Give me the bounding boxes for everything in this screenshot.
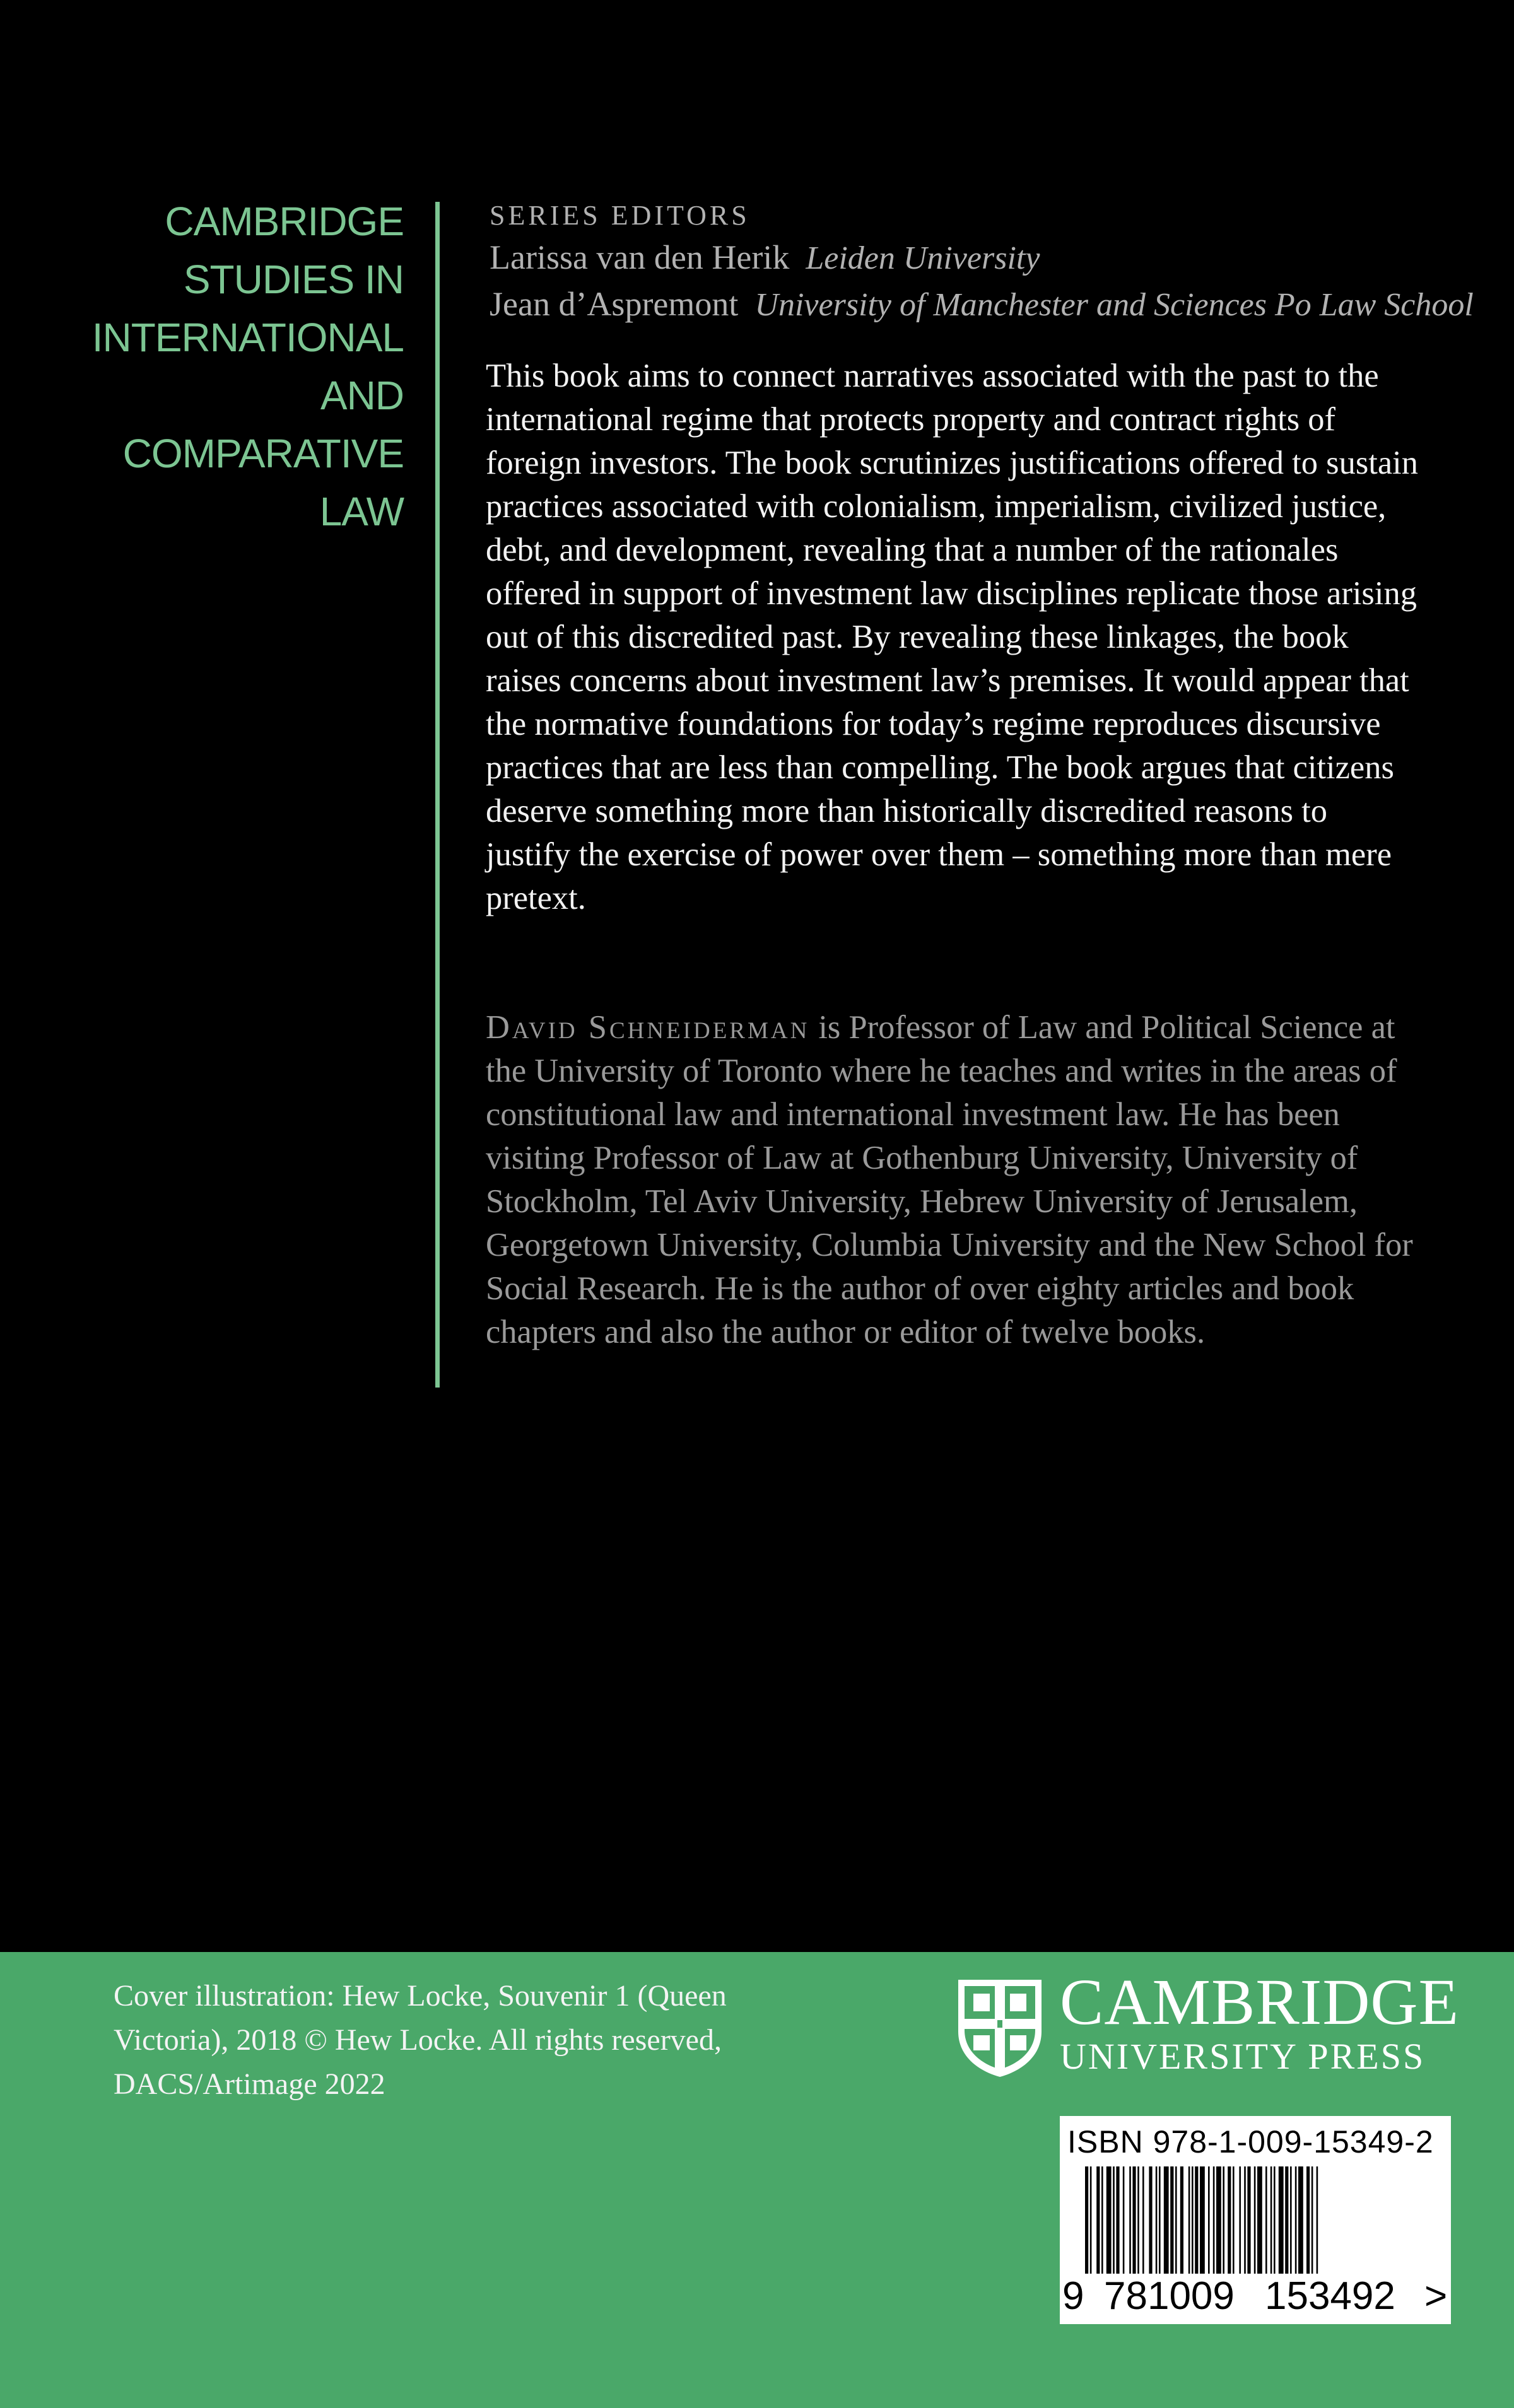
- editor-name: Jean d’Aspremont: [490, 285, 739, 323]
- barcode-bar: [1317, 2166, 1318, 2274]
- barcode-bar: [1180, 2166, 1183, 2274]
- barcode-bar: [1290, 2166, 1292, 2274]
- barcode-bar: [1192, 2166, 1194, 2274]
- barcode-bar: [1170, 2166, 1173, 2274]
- cover-credit-line: Victoria), 2018 © Hew Locke. All rights reserved,: [114, 2023, 722, 2057]
- barcode-bar: [1164, 2166, 1169, 2274]
- barcode-bar: [1175, 2166, 1177, 2274]
- barcode-bar: [1265, 2166, 1267, 2274]
- book-description: [486, 354, 1419, 920]
- author-bio-paragraph: [486, 1006, 1419, 1354]
- barcode-digit-group-right: 153492: [1265, 2274, 1395, 2318]
- barcode-bar: [1195, 2166, 1198, 2274]
- editor-affiliation: Leiden University: [806, 240, 1040, 276]
- barcode-bar: [1096, 2166, 1100, 2274]
- barcode-bar: [1298, 2166, 1303, 2274]
- barcode-bar: [1312, 2166, 1313, 2274]
- barcode-bar: [1257, 2166, 1262, 2274]
- barcode-digit-end: >: [1424, 2274, 1448, 2318]
- university-crest-shield-icon: [956, 1977, 1044, 2078]
- cover-credit: [114, 1974, 807, 2107]
- editor-name: Larissa van den Herik: [490, 238, 790, 276]
- series-title-line: COMPARATIVE: [122, 431, 404, 476]
- publisher-name-line1: CAMBRIDGE: [1060, 1966, 1460, 2038]
- barcode-bars: [1085, 2166, 1426, 2274]
- barcode-bar: [1142, 2166, 1144, 2274]
- barcode-bar: [1123, 2166, 1125, 2274]
- isbn-barcode: [1060, 2116, 1451, 2324]
- barcode-bar: [1156, 2166, 1158, 2274]
- series-editors-label: SERIES EDITORS: [490, 200, 750, 231]
- series-title-line: INTERNATIONAL: [91, 315, 404, 360]
- publisher-name: [1060, 1968, 1459, 2076]
- barcode-bar: [1200, 2166, 1205, 2274]
- isbn-label: ISBN 978-1-009-15349-2: [1067, 2124, 1434, 2160]
- publisher-name-line2: UNIVERSITY PRESS: [1060, 2036, 1426, 2077]
- author-bio: [486, 1006, 1419, 1354]
- barcode-bar: [1239, 2166, 1241, 2274]
- series-title-line: AND: [320, 373, 404, 418]
- vertical-divider: [435, 202, 440, 1388]
- author-bio-text: is Professor of Law and Political Science at the University of Toronto where he teaches and writes in the areas of constitutional law and international investment law. He has been visiting Professor of Law at Gothenburg University, University of Stockholm, Tel Aviv University, Hebrew University of Jerusalem, Georgetown University, Columbia University and the New School for Social Research. He is the author of over eighty articles and book chapters and also the author or editor of twelve books.: [486, 1009, 1413, 1350]
- barcode-bar: [1129, 2166, 1131, 2274]
- cover-credit-line: Cover illustration: Hew Locke, Souvenir 1 (Queen: [114, 1979, 727, 2013]
- barcode-bar: [1116, 2166, 1119, 2274]
- series-title-line: STUDIES IN: [183, 257, 404, 302]
- barcode-digit-group-left: 781009: [1104, 2274, 1235, 2318]
- barcode-bar: [1216, 2166, 1221, 2274]
- editor-affiliation: University of Manchester and Sciences Po Law School: [754, 287, 1474, 323]
- series-title: [63, 192, 404, 541]
- book-description-text: This book aims to connect narratives associated with the past to the international regime that protects property and contract rights of foreign investors. The book scrutinizes justifications offered to sustain practices associated with colonialism, imperialism, civilized justice, debt, and development, revealing that a number of the rationales offered in support of investment law disciplines replicate those arising out of this discredited past. By revealing these linkages, the book raises concerns about investment law’s premises. It would appear that the normative foundations for today’s regime reproduces discursive practices that are less than compelling. The book argues that citizens deserve something more than historically discredited reasons to justify the exercise of power over them – something more than mere pretext.: [486, 358, 1418, 916]
- series-editors: [490, 197, 1474, 328]
- editor-row: [490, 281, 1474, 328]
- barcode-bar: [1113, 2166, 1115, 2274]
- barcode-digit-lead: 9: [1062, 2274, 1084, 2318]
- barcode-bar: [1132, 2166, 1136, 2274]
- barcode-bar: [1085, 2166, 1088, 2274]
- barcode-bar: [1306, 2166, 1310, 2274]
- barcode-bar: [1233, 2166, 1235, 2274]
- author-name: David Schneiderman: [486, 1009, 810, 1046]
- cover-credit-line: DACS/Artimage 2022: [114, 2067, 385, 2101]
- barcode-bar: [1228, 2166, 1231, 2274]
- barcode-bar: [1254, 2166, 1256, 2274]
- barcode-bar: [1090, 2166, 1092, 2274]
- barcode-bar: [1244, 2166, 1246, 2274]
- barcode-bar: [1149, 2166, 1152, 2274]
- barcode-bar: [1279, 2166, 1284, 2274]
- series-title-line: LAW: [319, 489, 404, 534]
- barcode-bar: [1208, 2166, 1210, 2274]
- barcode-bar: [1285, 2166, 1288, 2274]
- barcode-bar: [1106, 2166, 1112, 2274]
- barcode-bar: [1159, 2166, 1161, 2274]
- barcode-bar: [1295, 2166, 1297, 2274]
- series-title-line: CAMBRIDGE: [165, 199, 404, 244]
- barcode-bar: [1274, 2166, 1276, 2274]
- barcode-bar: [1137, 2166, 1139, 2274]
- barcode-bar: [1213, 2166, 1215, 2274]
- barcode-bar: [1247, 2166, 1250, 2274]
- barcode-bar: [1223, 2166, 1224, 2274]
- barcode-bar: [1270, 2166, 1272, 2274]
- editor-row: [490, 235, 1474, 281]
- barcode-bar: [1101, 2166, 1103, 2274]
- barcode-bar: [1188, 2166, 1190, 2274]
